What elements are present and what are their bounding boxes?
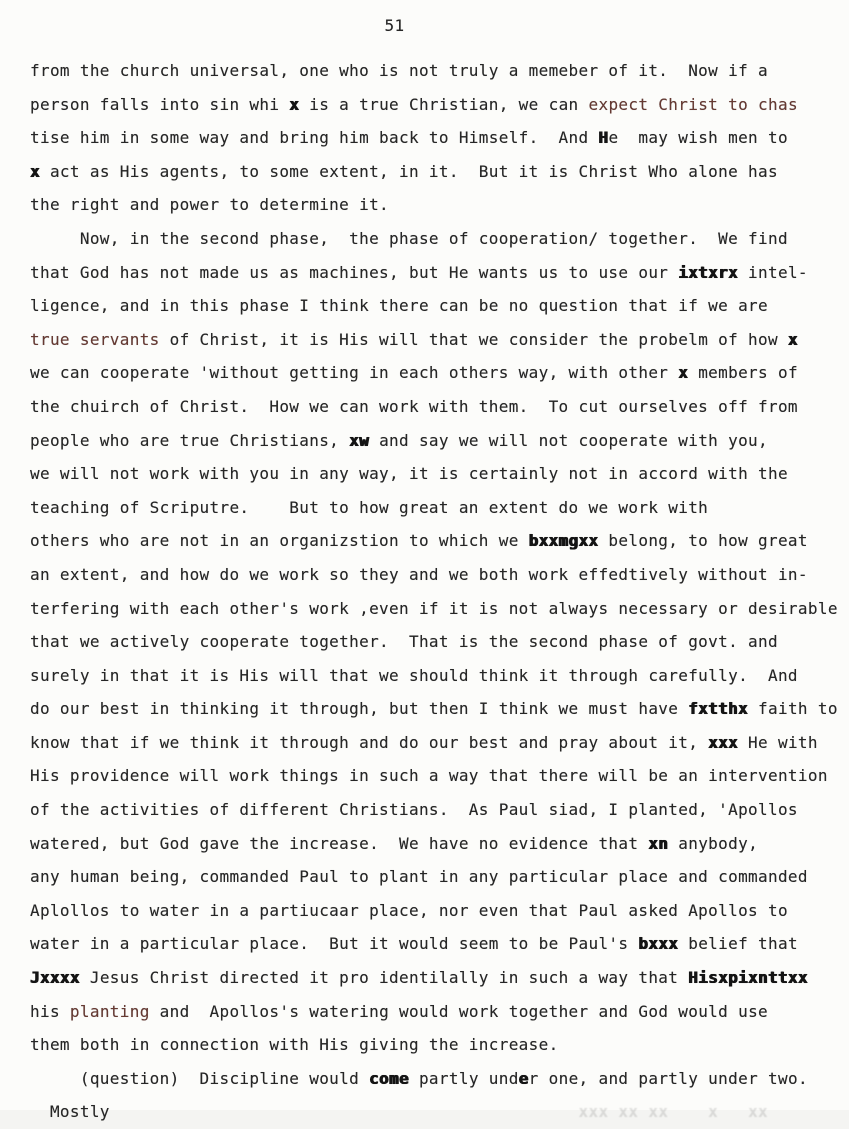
text-segment: any human being, commanded Paul to plant in any particular place and commanded: [30, 867, 808, 887]
overstrike-text: bxxx: [638, 934, 679, 954]
text-line: [30, 88, 849, 122]
text-segment: belong, to how great: [598, 531, 808, 551]
text-segment: that we actively cooperate together. That is the second phase of govt. and: [30, 632, 778, 652]
document-lines: [0, 54, 849, 1129]
text-segment: (question) Discipline would: [30, 1068, 370, 1088]
text-segment: and Apollos's watering would work together and God would use: [149, 1001, 769, 1021]
worn-ink-text: planting: [69, 1001, 150, 1021]
text-segment: tise him in some way and bring him back to Himself. And: [30, 128, 599, 148]
text-line: [30, 155, 849, 189]
text-segment: know that if we think it through and do our best and pray about it,: [30, 732, 709, 752]
text-line: [30, 54, 849, 88]
text-segment: faith to: [748, 699, 838, 719]
text-segment: the right and power to determine it.: [30, 195, 390, 215]
text-segment: the chuirch of Christ. How we can work with them. To cut ourselves off from: [30, 396, 798, 416]
overstrike-text: H: [598, 128, 609, 148]
text-line: [30, 222, 849, 256]
text-line: [30, 524, 849, 558]
text-line: [30, 558, 849, 592]
text-line: [30, 390, 849, 424]
overstrike-text: x: [289, 94, 300, 114]
text-line: [30, 491, 849, 525]
text-line: [30, 659, 849, 693]
text-line: [30, 323, 849, 357]
text-segment: others who are not in an organizstion to which we: [30, 531, 529, 551]
text-line: [30, 726, 849, 760]
text-segment: act as His agents, to some extent, in it. But it is Christ Who alone has: [39, 161, 778, 181]
text-segment: e may wish men to: [608, 128, 788, 148]
text-line: [30, 256, 849, 290]
text-segment: ligence, and in this phase I think there can be no question that if we are: [30, 296, 768, 316]
text-segment: is a true Christian, we can: [299, 94, 589, 114]
faint-cutoff-text: xxx xx xx x xx: [578, 1102, 769, 1122]
text-segment: Now, in the second phase, the phase of cooperation/ together. We find: [30, 228, 788, 248]
text-segment: teaching of Scriputre. But to how great an extent do we work with: [30, 497, 709, 517]
text-segment: terfering with each other's work ,even if it is not always necessary or desirable: [30, 598, 838, 618]
text-segment: an extent, and how do we work so they and we both work effedtively without in-: [30, 564, 808, 584]
text-segment: r one, and partly under two.: [528, 1068, 808, 1088]
overstrike-text: xn: [648, 833, 669, 853]
text-line: [30, 793, 849, 827]
text-segment: belief that: [678, 934, 798, 954]
overstrike-text: x: [787, 329, 798, 349]
worn-ink-text: expect Christ to chas: [588, 94, 798, 114]
text-segment: anybody,: [668, 833, 759, 853]
text-segment: that God has not made us as machines, but He wants us to use our: [30, 262, 679, 282]
overstrike-text: come: [369, 1068, 409, 1088]
text-segment: partly und: [408, 1068, 519, 1088]
text-segment: Mostly: [30, 1102, 110, 1122]
overstrike-text: x: [678, 363, 689, 383]
text-line: [30, 625, 849, 659]
text-segment: [110, 1102, 579, 1121]
text-segment: surely in that it is His will that we should think it through carefully. And: [30, 665, 798, 685]
text-segment: do our best in thinking it through, but then I think we must have: [30, 699, 689, 719]
text-line: [30, 1062, 849, 1096]
overstrike-text: xxx: [708, 732, 739, 752]
text-line: [30, 692, 849, 726]
text-segment: His providence will work things in such a way that there will be an intervention: [30, 766, 828, 786]
text-line: [30, 188, 849, 222]
text-line: [30, 457, 849, 491]
text-segment: Jesus Christ directed it pro identilally in such a way that: [79, 968, 689, 988]
worn-ink-text: true servants: [30, 329, 160, 349]
text-line: [30, 592, 849, 626]
overstrike-text: e: [518, 1068, 529, 1088]
text-line: [30, 860, 849, 894]
text-segment: we will not work with you in any way, it is certainly not in accord with the: [30, 464, 788, 484]
text-line: [30, 1028, 849, 1062]
text-segment: them both in connection with His giving the increase.: [30, 1035, 559, 1055]
overstrike-text: Jxxxx: [30, 968, 80, 988]
text-segment: of the activities of different Christians. As Paul siad, I planted, 'Apollos: [30, 800, 798, 820]
text-segment: people who are true Christians,: [30, 430, 350, 450]
text-segment: from the church universal, one who is not truly a memeber of it. Now if a: [30, 61, 768, 80]
text-segment: He with: [738, 732, 818, 752]
text-segment: we can cooperate 'without getting in each others way, with other: [30, 363, 679, 383]
text-line: [30, 121, 849, 155]
text-line: [30, 289, 849, 323]
overstrike-text: Hisxpixnttxx: [688, 968, 808, 988]
text-segment: his: [30, 1001, 70, 1021]
text-line: [30, 759, 849, 793]
text-line: [30, 894, 849, 928]
text-line: [30, 927, 849, 961]
text-segment: members of: [688, 363, 798, 383]
text-segment: intel-: [738, 262, 808, 282]
text-segment: of Christ, it is His will that we consider the probelm of how: [159, 329, 788, 349]
text-segment: Aplollos to water in a partiucaar place, nor even that Paul asked Apollos to: [30, 900, 788, 920]
page-number: 51: [384, 16, 405, 35]
overstrike-text: x: [30, 161, 40, 181]
overstrike-text: bxxmgxx: [528, 531, 599, 551]
text-segment: and say we will not cooperate with you,: [369, 430, 769, 450]
text-line: [30, 961, 849, 995]
text-line: [30, 1095, 849, 1129]
overstrike-text: xw: [349, 430, 370, 450]
overstrike-text: ixtxrx: [678, 262, 739, 282]
text-line: [30, 995, 849, 1029]
text-segment: person falls into sin whi: [30, 94, 290, 114]
text-segment: watered, but God gave the increase. We have no evidence that: [30, 833, 649, 853]
text-line: [30, 356, 849, 390]
overstrike-text: fxtthx: [688, 699, 749, 719]
text-line: [30, 424, 849, 458]
text-segment: water in a particular place. But it would seem to be Paul's: [30, 934, 639, 954]
text-line: [30, 827, 849, 861]
